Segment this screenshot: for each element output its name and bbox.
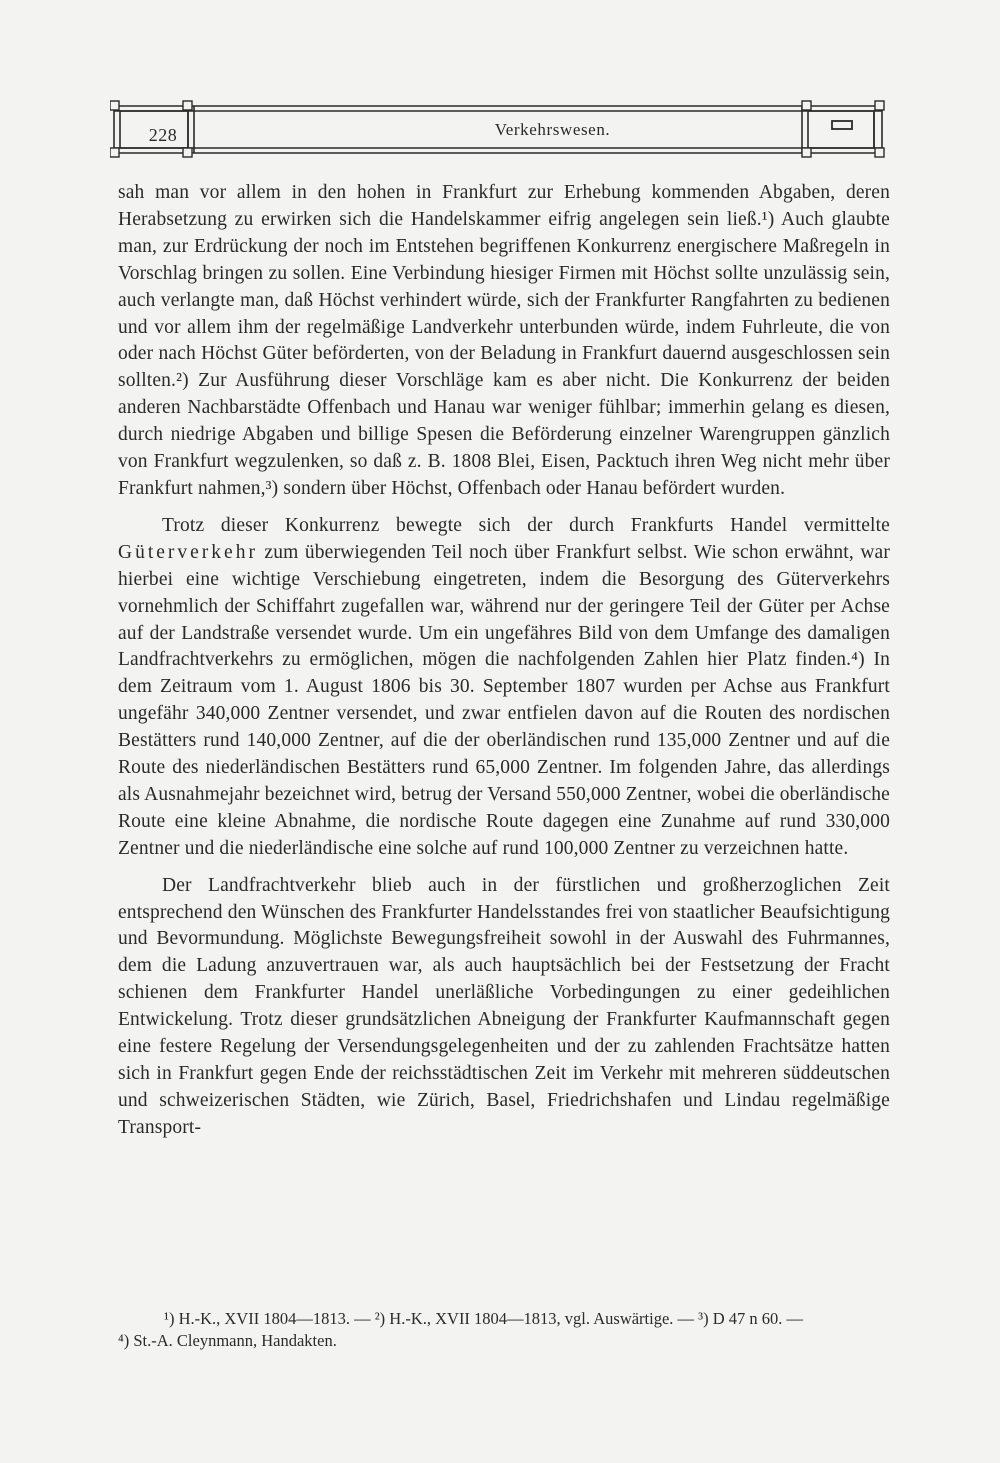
footnote-line-1: ¹) H.-K., XVII 1804—1813. — ²) H.-K., XVII 1804—1813, vgl. Auswärtige. — ³) D 47 n 60. — <box>164 1309 804 1328</box>
paragraph-2 <box>118 513 890 863</box>
footnotes <box>118 1308 890 1352</box>
running-head: Verkehrswesen. <box>494 120 611 139</box>
page-header <box>110 98 886 160</box>
emphasized-term: Güterverkehr <box>118 541 258 563</box>
paragraph-3: Der Landfrachtverkehr blieb auch in der fürstlichen und großherzoglichen Zeit entsprechend den Wünschen des Frankfurter Handelsstandes frei von staatlicher Beaufsichtigung und Bevormundung. Möglichste Bewegungsfreiheit sowohl in der Auswahl des Fuhrmannes, dem die Ladung anzuvertrauen war, als auch hauptsächlich bei der Festsetzung der Fracht schienen dem Frankfurter Handel unerläßliche Vorbedingungen zu einer gedeihlichen Entwickelung. Trotz dieser grundsätzlichen Abneigung der Frankfurter Kaufmannschaft gegen eine festere Regelung der Versendungsgelegenheiten und der zu zahlenden Frachtsätze hatten sich in Frankfurt gegen Ende der reichsstädtischen Zeit im Verkehr mit mehreren süddeutschen und schweizerischen Städten, wie Zürich, Basel, Friedrichshafen und Lindau regelmäßige Transport- <box>118 874 890 1138</box>
paragraph-2-start: Trotz dieser Konkurrenz bewegte sich der durch Frankfurts Handel vermittelte <box>162 514 890 536</box>
page-number: 228 <box>148 125 178 145</box>
paragraph-1: sah man vor allem in den hohen in Frankfurt zur Erhebung kommenden Abgaben, deren Herabsetzung zu erwirken sich die Handelskammer eifrig angelegen sein ließ.¹) Auch glaubte man, zur Erdrückung der noch im Entstehen begriffenen Konkurrenz energischere Maßregeln in Vorschlag bringen zu sollen. Eine Verbindung hiesiger Firmen mit Höchst sollte unzulässig sein, auch verlangte man, daß Höchst verhindert würde, sich der Frankfurter Rangfahrten zu bedienen und vor allem ihm der regelmäßige Landverkehr unterbunden würde, indem Fuhrleute, die von oder nach Höchst Güter beförderten, von der Beladung in Frankfurt dauernd ausgeschlossen sein sollten.²) Zur Ausführung dieser Vorschläge kam es aber nicht. Die Konkurrenz der beiden anderen Nachbarstädte Offenbach und Hanau war weniger fühlbar; immerhin gelang es diesen, durch niedrige Abgaben und billige Spesen die Beförderung einzelner Warengruppen gänzlich von Frankfurt wegzulenken, so daß z. B. 1808 Blei, Eisen, Packtuch ihren Weg nicht mehr über Frankfurt nahmen,³) sondern über Höchst, Offenbach oder Hanau befördert wurden. <box>118 182 890 499</box>
body-text <box>118 180 890 1142</box>
footnote-line-2: ⁴) St.-A. Cleynmann, Handakten. <box>118 1331 337 1350</box>
paragraph-2-rest: zum überwiegenden Teil noch über Frankfurt selbst. Wie schon erwähnt, war hierbei eine wichtige Verschiebung eingetreten, indem die Besorgung des Güterverkehrs vornehmlich der Schiffahrt zugefallen war, während nur der geringere Teil der Güter per Achse auf der Landstraße versendet wurde. Um ein ungefähres Bild von dem Umfange des damaligen Landfrachtverkehrs zu ermöglichen, mögen die nachfolgenden Zahlen hier Platz finden.⁴) In dem Zeitraum vom 1. August 1806 bis 30. September 1807 wurden per Achse aus Frankfurt ungefähr 340,000 Zentner versendet, und zwar entfielen davon auf die Routen des nordischen Bestätters rund 140,000 Zentner, auf die der oberländischen rund 135,000 Zentner und auf die Route des niederländischen Bestätters rund 65,000 Zentner. Im folgenden Jahre, das allerdings als Ausnahmejahr bezeichnet wird, betrug der Versand 550,000 Zentner, wobei die oberländische Route eine kleine Abnahme, die nordische Route dagegen eine Zunahme auf rund 330,000 Zentner und die niederländische eine solche auf rund 100,000 Zentner zu verzeichnen hatte. <box>118 541 890 859</box>
